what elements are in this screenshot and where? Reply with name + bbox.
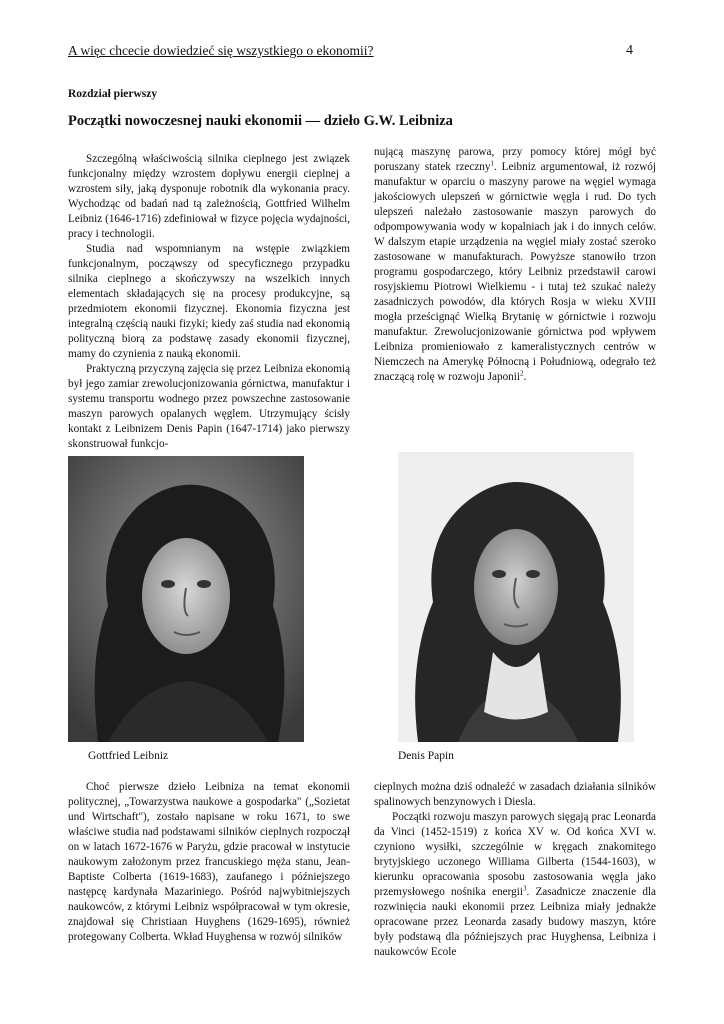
text-column-top-right	[374, 145, 656, 385]
paragraph: Praktyczną przyczyną zajęcia się przez Leibniza ekonomią był jego zamiar zrewolucjonizowania górnictwa, manufaktur i systemu transportu wodnego przez powszechne zastosowanie maszyn parowych opalanych węglem. Utrzymujący ścisły kontakt z Leibnizem Denis Papin (1647-1714) jako pierwszy skonstruował funkcjo-	[68, 363, 350, 450]
paragraph: cieplnych można dziś odnaleźć w zasadach działania silników spalinowych benzynowych i Diesla.	[374, 781, 656, 808]
running-header: A więc chcecie dowiedzieć się wszystkiego o ekonomii?	[68, 43, 374, 58]
text-run: . Zasadnicze znaczenie dla rozwinięcia nauki ekonomii przez Leibniza miały jednakże opracowane przez Leonarda zasady budowy maszyn, które były podstawą dla późniejszych prac Huyghensa, Leibniza i naukowców Ecole	[374, 886, 656, 958]
text-column-bottom-left	[68, 780, 350, 945]
paragraph	[374, 145, 656, 385]
paragraph: Studia nad wspomnianym na wstępie związkiem funkcjonalnym, począwszy od specyficznego przypadku silnika cieplnego a skończywszy na wszelkich innych elementach składających się na procesy produkcyjne, są przedmiotem ekonomii fizycznej. Ekonomia fizyczna jest integralną częścią nauki fizyki; kiedy zaś studia nad ekonomią polityczną biorą za podstawę zasady ekonomii fizycznej, mamy do czynienia z nauką ekonomii.	[68, 243, 350, 360]
page-number: 4	[626, 43, 633, 58]
footnote-ref: 2	[520, 369, 524, 378]
text-column-top-left	[68, 152, 350, 452]
text-run: . Leibniz argumentował, iż rozwój manufaktur w oparciu o maszyny parowe na węgiel wymaga jakościowych ulepszeń w górnictwie węgla i rud. Do tych ulepszeń należało zastosowanie maszyn parowych do odpompowywania wody w kopalniach jak i do innych celów. W dalszym etapie urządzenia na węgiel miały zostać szeroko zastosowane w manufakturach. Powyższe stanowiło trzon programu gospodarczego, który Leibniz przedstawił carowi rosyjskiemu Piotrowi Wielkiemu - i tutaj też szukać należy zasadniczych powodów, dla których Rosja w wieku XVIII mogła prześcignąć Wielką Brytanię w górnictwie i rozwoju manufaktur. Zrewolucjonizowanie górnictwa pod wpływem Leibniza promieniowało z kameralistycznych centrów w Niemczech na Amerykę Północną i Południową, odegrało też znaczącą rolę w rozwoju Japonii	[374, 161, 656, 383]
papin-portrait	[398, 452, 634, 742]
text-run: .	[523, 371, 527, 383]
footnote-ref: 3	[522, 884, 527, 893]
footnote-ref: 1	[490, 159, 494, 168]
paragraph	[374, 810, 656, 960]
text-column-bottom-right	[374, 780, 656, 960]
paragraph: Szczególną właściwością silnika cieplnego jest związek funkcjonalny między wzrostem dopływu energii cieplnej a wzrostem siły, jaką dysponuje robotnik dla wykonania pracy. Wychodząc od badań nad tą zależnością, Gottfried Wilhelm Leibniz (1646-1716) zdefiniował w fizyce pojęcia wydajności, pracy i technologii.	[68, 153, 350, 240]
text-run: Początki rozwoju maszyn parowych sięgają prac Leonarda da Vinci (1452-1519) z końca XV w. Od końca XVI w. czyniono wysiłki, szczególnie w kręgach znakomitego brytyjskiego uczonego Williama Gilberta (1544-1603), w kierunku opracowania sposobu zastosowania węgla jako przemysłowego nośnika energii	[374, 811, 656, 898]
leibniz-portrait	[68, 456, 304, 742]
chapter-label: Rozdział pierwszy	[68, 88, 158, 100]
caption-papin: Denis Papin	[398, 750, 454, 762]
article-title: Początki nowoczesnej nauki ekonomii — dzieło G.W. Leibniza	[68, 113, 453, 129]
paragraph: Choć pierwsze dzieło Leibniza na temat ekonomii politycznej, „Towarzystwa naukowe a gospodarka" („Sozietat und Wirtschaft"), zostało napisane w roku 1671, to swe właściwe studia nad podstawami silników cieplnych rozpoczął on w latach 1672-1676 w Paryżu, gdzie pracował w instytucie naukowym założonym przez francuskiego męża stanu, Jean-Baptiste Colberta (1619-1683), zaufanego i późniejszego następcę kardynała Mazariniego. Pośród najwybitniejszych naukowców, z którymi Leibniz współpracował w tym okresie, znajdował się Christiaan Huyghens (1629-1695), również protegowany Colberta. Wkład Huyghensa w rozwój silników	[68, 781, 350, 943]
caption-leibniz: Gottfried Leibniz	[88, 750, 169, 762]
text-run: nującą maszynę parowa, przy pomocy której mógł być poruszany statek rzeczny	[374, 146, 656, 173]
